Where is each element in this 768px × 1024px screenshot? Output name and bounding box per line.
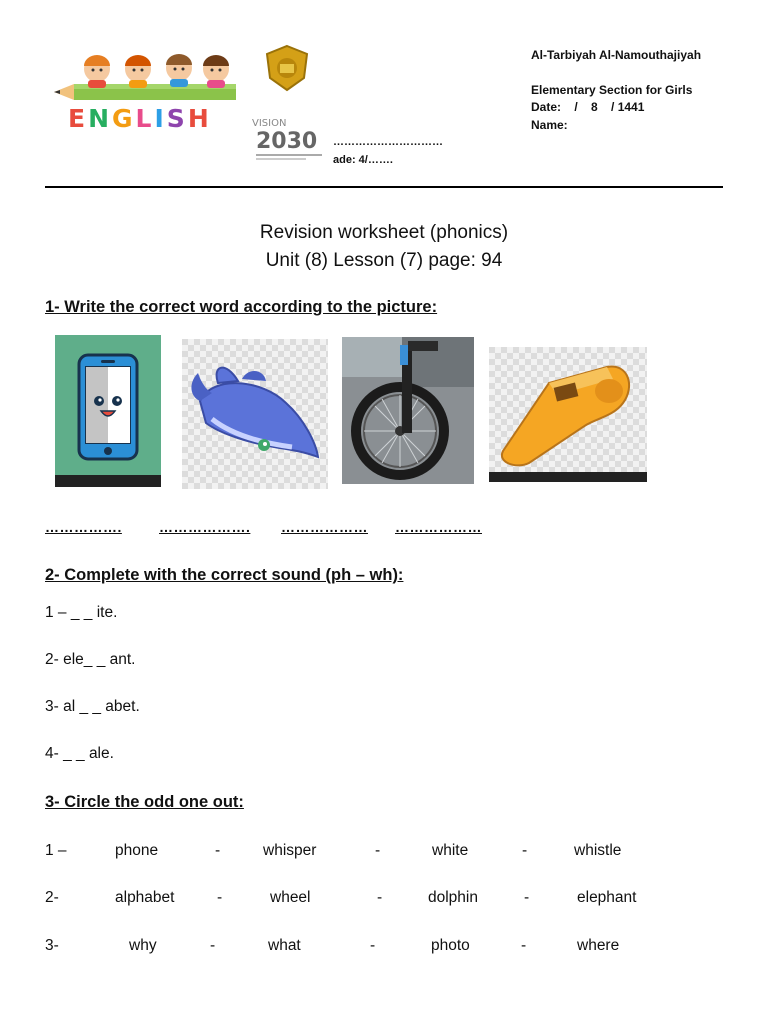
q3-separator: - xyxy=(377,889,383,906)
q3-separator: - xyxy=(210,937,216,954)
q3-heading: 3- Circle the odd one out: xyxy=(45,793,244,811)
english-logo-letter: G xyxy=(112,104,136,133)
name-label: Name: xyxy=(531,118,568,132)
q2-item-1[interactable]: 1 – _ _ ite. xyxy=(45,604,118,621)
vision-label: VISION xyxy=(252,118,287,129)
q3-row-2-word-2[interactable]: wheel xyxy=(270,889,311,906)
q1-answer-blank-2[interactable]: ………………. xyxy=(159,519,251,535)
vision-2030-logo xyxy=(250,112,330,164)
whistle-picture xyxy=(489,347,647,482)
name-dotted-line: ………………………… xyxy=(333,136,443,148)
date-value: / 8 / 1441 xyxy=(574,100,645,114)
english-logo-letter: I xyxy=(154,104,167,133)
q3-row-1-word-2[interactable]: whisper xyxy=(263,842,317,859)
q3-row-2-word-1[interactable]: alphabet xyxy=(115,889,175,906)
grade-field: ade: 4/……. xyxy=(333,154,393,166)
q3-separator: - xyxy=(524,889,530,906)
q3-row-1-word-3[interactable]: white xyxy=(432,842,469,859)
q3-row-2-word-3[interactable]: dolphin xyxy=(428,889,478,906)
smartphone-icon xyxy=(55,335,161,487)
q3-separator: - xyxy=(522,842,528,859)
english-logo-letter: E xyxy=(68,104,89,133)
english-logo-text xyxy=(68,104,212,133)
q3-row-1-word-1[interactable]: phone xyxy=(115,842,159,859)
worksheet-title: Revision worksheet (phonics) xyxy=(259,222,509,243)
date-label: Date: xyxy=(531,100,562,114)
q1-heading: 1- Write the correct word according to the picture: xyxy=(45,298,438,316)
english-logo-letter: N xyxy=(88,104,113,133)
q3-separator: - xyxy=(521,937,527,954)
header-divider xyxy=(45,186,723,188)
q3-row-3-word-2[interactable]: what xyxy=(268,937,301,954)
english-logo-letter: S xyxy=(166,104,188,133)
q3-separator: - xyxy=(215,842,221,859)
q2-item-2[interactable]: 2- ele_ _ ant. xyxy=(45,651,136,668)
q3-separator: - xyxy=(375,842,381,859)
english-logo-letter: L xyxy=(135,104,155,133)
q3-row-1-word-4[interactable]: whistle xyxy=(574,842,622,859)
wheel-picture xyxy=(342,337,474,484)
school-name: Al-Tarbiyah Al-Namouthajiyah xyxy=(531,48,702,62)
q3-row-3-word-3[interactable]: photo xyxy=(431,937,470,954)
q3-separator: - xyxy=(217,889,223,906)
vision-year: 2030 xyxy=(256,129,318,154)
q2-item-3[interactable]: 3- al _ _ abet. xyxy=(45,698,140,715)
q1-answer-blank-1[interactable]: ……………. xyxy=(45,519,122,535)
whistle-icon xyxy=(489,347,647,482)
bicycle-wheel-icon xyxy=(342,337,474,484)
q3-row-2-number: 2- xyxy=(45,889,59,906)
q3-row-3-word-1[interactable]: why xyxy=(129,937,157,954)
q1-answer-blank-3[interactable]: ……………… xyxy=(281,519,368,535)
q2-heading: 2- Complete with the correct sound (ph – wh): xyxy=(45,566,404,584)
school-seal-icon xyxy=(262,44,312,92)
worksheet-subtitle: Unit (8) Lesson (7) page: 94 xyxy=(265,250,503,271)
q3-row-1-number: 1 – xyxy=(45,842,67,859)
q3-separator: - xyxy=(370,937,376,954)
dolphin-picture xyxy=(182,339,328,489)
q3-row-3-number: 3- xyxy=(45,937,59,954)
english-logo-letter: H xyxy=(187,104,212,133)
date-field xyxy=(531,100,644,114)
q3-row-3-word-4[interactable]: where xyxy=(577,937,620,954)
phone-picture xyxy=(55,335,161,487)
q2-item-4[interactable]: 4- _ _ ale. xyxy=(45,745,114,762)
q1-answer-blank-4[interactable]: ……………… xyxy=(395,519,482,535)
dolphin-icon xyxy=(182,339,328,489)
q3-row-2-word-4[interactable]: elephant xyxy=(577,889,637,906)
section-name: Elementary Section for Girls xyxy=(531,83,693,97)
